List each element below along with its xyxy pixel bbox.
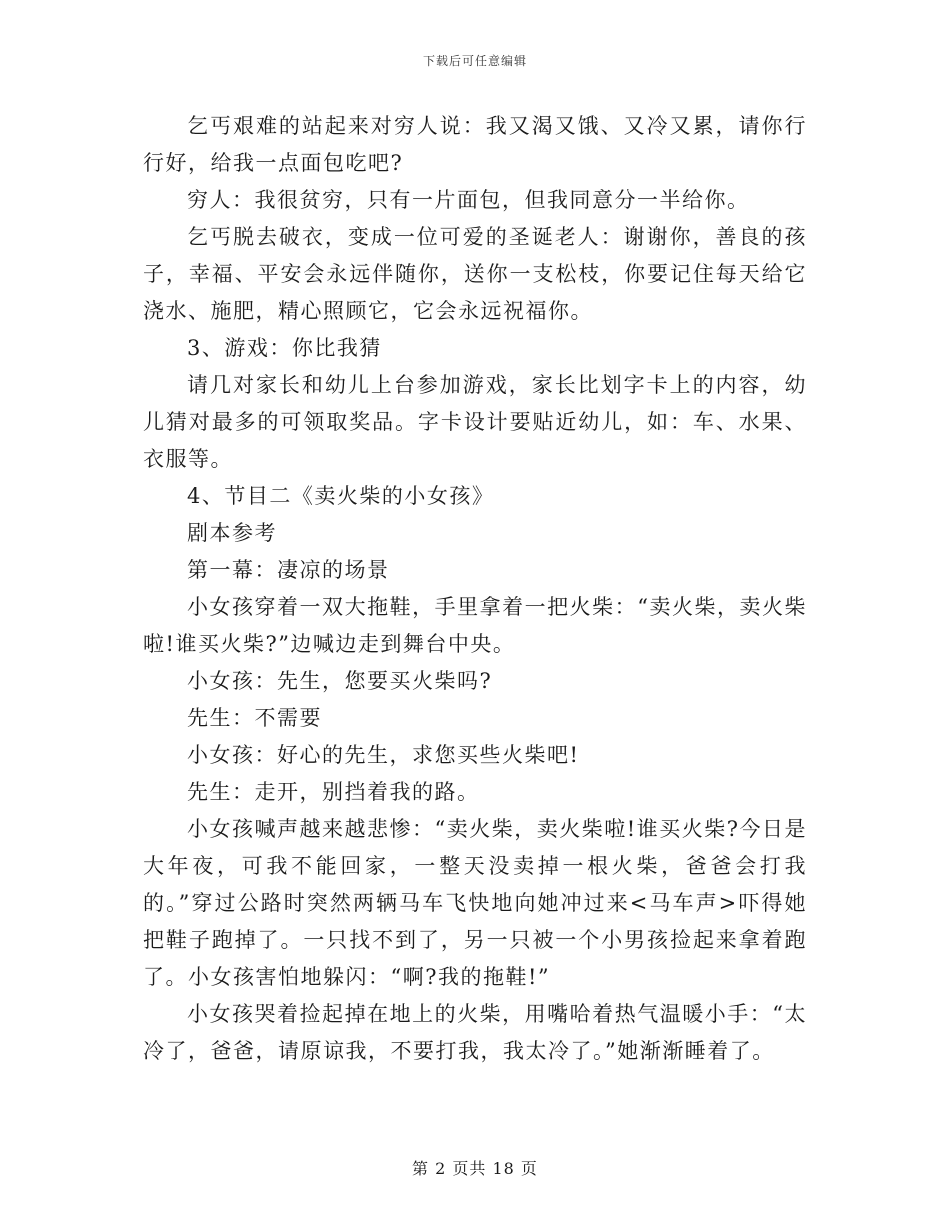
- paragraph-game-rules: 请几对家长和幼儿上台参加游戏，家长比划字卡上的内容，幼儿猜对最多的可领取奖品。字卡设计要贴近幼儿，如：车、水果、衣服等。: [143, 373, 807, 471]
- paragraph-girl-loses-shoes: 小女孩喊声越来越悲惨：“卖火柴，卖火柴啦!谁买火柴?今日是大年夜，可我不能回家，一整天没卖掉一根火柴，爸爸会打我的。”穿过公路时突然两辆马车飞快地向她冲过来<马车声>吓得她把鞋子跑掉了。一只找不到了，另一只被一个小男孩捡起来拿着跑了。小女孩害怕地躲闪：“啊?我的拖鞋!”: [143, 817, 807, 989]
- section-heading-game: 3、游戏：你比我猜: [187, 336, 382, 360]
- paragraph-beggar-plea: 乞丐艰难的站起来对穷人说：我又渴又饿、又冷又累，请你行行好，给我一点面包吃吧?: [143, 114, 807, 175]
- paragraph-girl-falls-asleep: 小女孩哭着捡起掉在地上的火柴，用嘴哈着热气温暖小手：“太冷了，爸爸，请原谅我，不要打我，我太冷了。”她渐渐睡着了。: [143, 1002, 807, 1063]
- section-heading-program-two: 4、节目二《卖火柴的小女孩》: [187, 484, 495, 508]
- page-header: 下载后可任意编辑: [422, 54, 527, 68]
- dialogue-gentleman-dismisses: 先生：走开，别挡着我的路。: [187, 780, 480, 804]
- dialogue-girl-asks: 小女孩：先生，您要买火柴吗?: [187, 669, 493, 693]
- paragraph-script-reference: 剧本参考: [187, 521, 277, 545]
- page-number: 第 2 页共 18 页: [412, 1159, 538, 1178]
- paragraph-girl-enters: 小女孩穿着一双大拖鞋，手里拿着一把火柴：“卖火柴，卖火柴啦!谁买火柴?”边喊边走到舞台中央。: [143, 595, 807, 656]
- dialogue-gentleman-refuses: 先生：不需要: [187, 706, 322, 730]
- paragraph-act-one-title: 第一幕：凄凉的场景: [187, 558, 390, 582]
- dialogue-girl-begs: 小女孩：好心的先生，求您买些火柴吧!: [187, 743, 580, 767]
- paragraph-poor-man-reply: 穷人：我很贫穷，只有一片面包，但我同意分一半给你。: [187, 188, 750, 212]
- paragraph-santa-blessing: 乞丐脱去破衣，变成一位可爱的圣诞老人：谢谢你，善良的孩子，幸福、平安会永远伴随你，送你一支松枝，你要记住每天给它浇水、施肥，精心照顾它，它会永远祝福你。: [143, 225, 807, 323]
- document-body: [143, 108, 807, 1070]
